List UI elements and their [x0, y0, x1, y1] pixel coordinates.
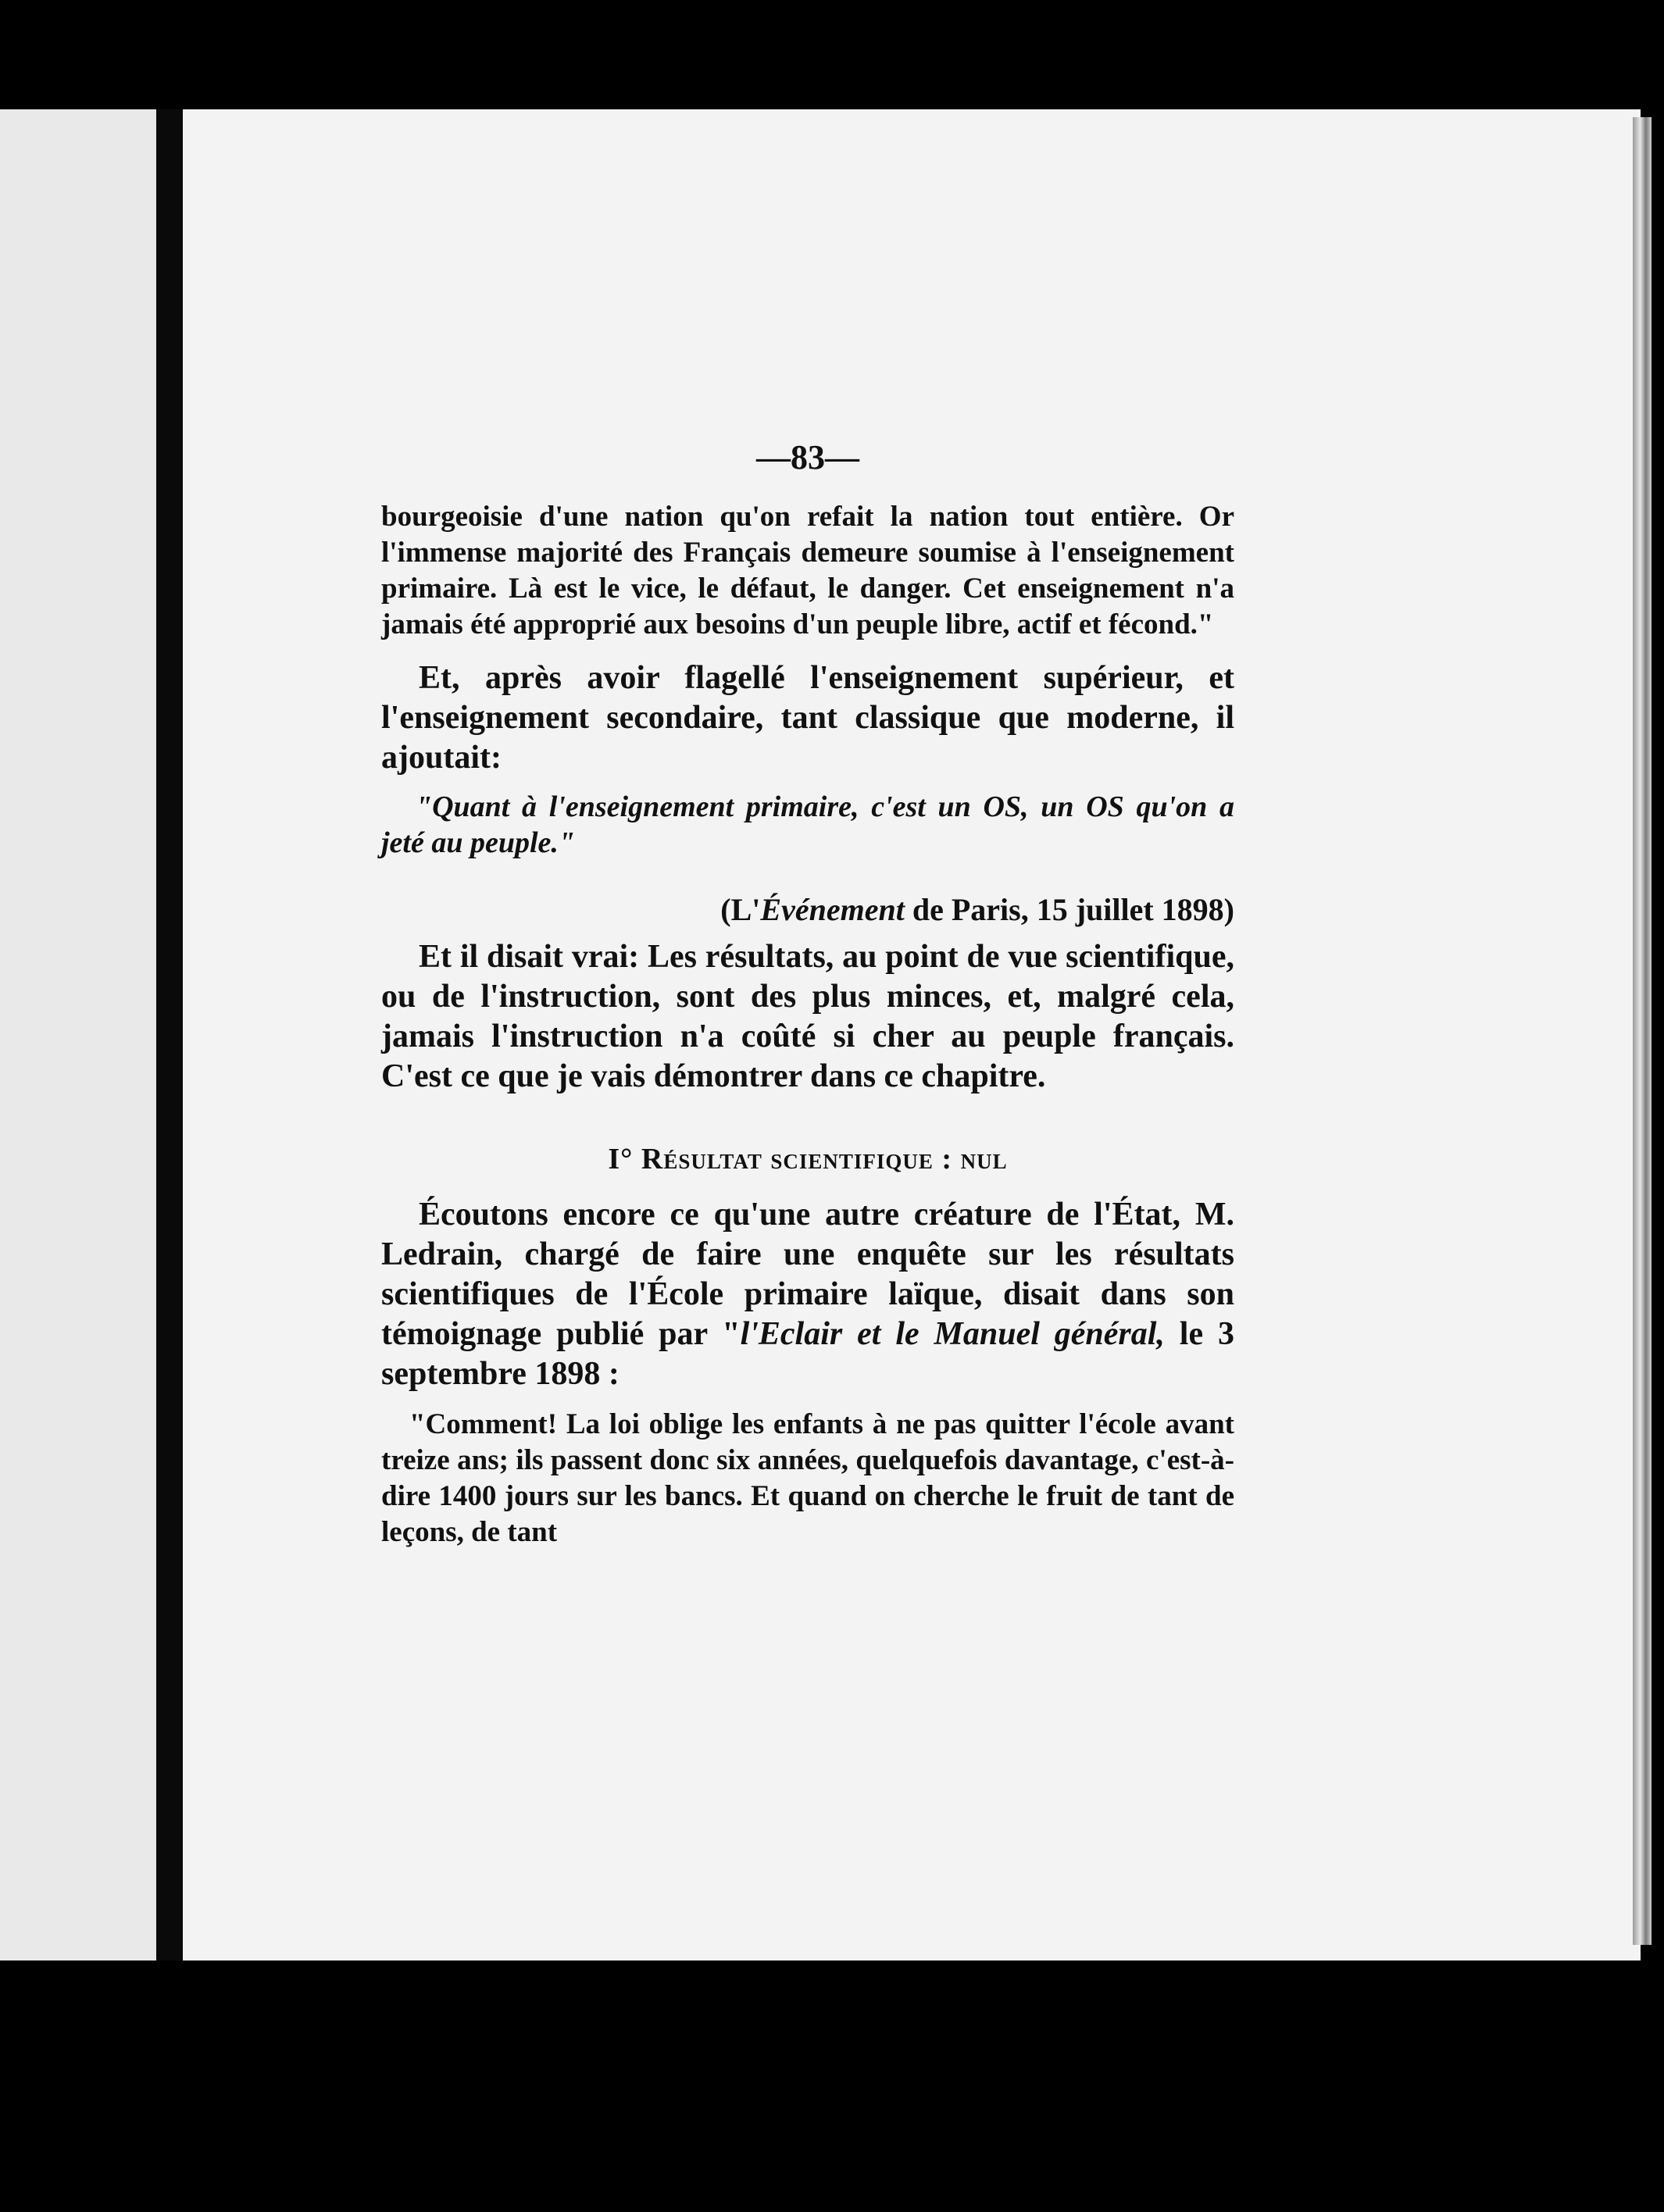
source-newspaper: Événement [760, 892, 905, 927]
paragraph-1: bourgeoisie d'une nation qu'on refait la nation tout entière. Or l'immense majorité des Français demeure soumise à l'enseignement primaire. Là est le vice, le défaut, le danger. Cet enseignement n'a jamais été approprié aux besoins d'un peuple libre, actif et fécond." [381, 501, 1234, 640]
paragraph-2: Et, après avoir flagellé l'enseignement supérieur, et l'enseignement secondaire, tant classique que moderne, il ajoutait: [381, 660, 1234, 776]
page-number: —83— [756, 438, 859, 476]
quotation: "Quant à l'enseignement primaire, c'est un OS, un OS qu'on a jeté au peuple." [381, 790, 1234, 859]
paragraph-4-end: le 3 septembre 1898 : [381, 1316, 1234, 1392]
section-heading: I° Résultat scientifique : nul [608, 1143, 1008, 1176]
quotation-source [381, 890, 1234, 929]
paragraph-4-start: Écoutons encore ce qu'une autre créature de l'État, M. Ledrain, chargé de faire une enquête sur les résultats scientifiques de l'École primaire laïque, disait dans son témoignage publié par " [381, 1197, 1234, 1352]
paragraph-4 [381, 1195, 1234, 1394]
page-stack-edge [1633, 117, 1652, 1945]
source-open: (L' [720, 892, 761, 927]
paragraph-4-publication: l'Eclair et le Manuel général, [740, 1316, 1165, 1352]
page-text [381, 437, 1234, 1579]
paragraph-5: "Comment! La loi oblige les enfants à ne pas quitter l'école avant treize ans; ils passent donc six années, quelquefois davantage, c'est-à-dire 1400 jours sur les bancs. Et quand on cherche le fruit de tant de leçons, de tant [381, 1408, 1234, 1548]
source-rest: de Paris, 15 juillet 1898) [904, 892, 1234, 927]
book-spine [156, 109, 183, 1960]
left-page-edge [0, 109, 158, 1960]
paragraph-3: Et il disait vrai: Les résultats, au point de vue scientifique, ou de l'instruction, sont des plus minces, et, malgré cela, jamais l'instruction n'a coûté si cher au peuple français. C'est ce que je vais démontrer dans ce chapitre. [381, 939, 1234, 1094]
